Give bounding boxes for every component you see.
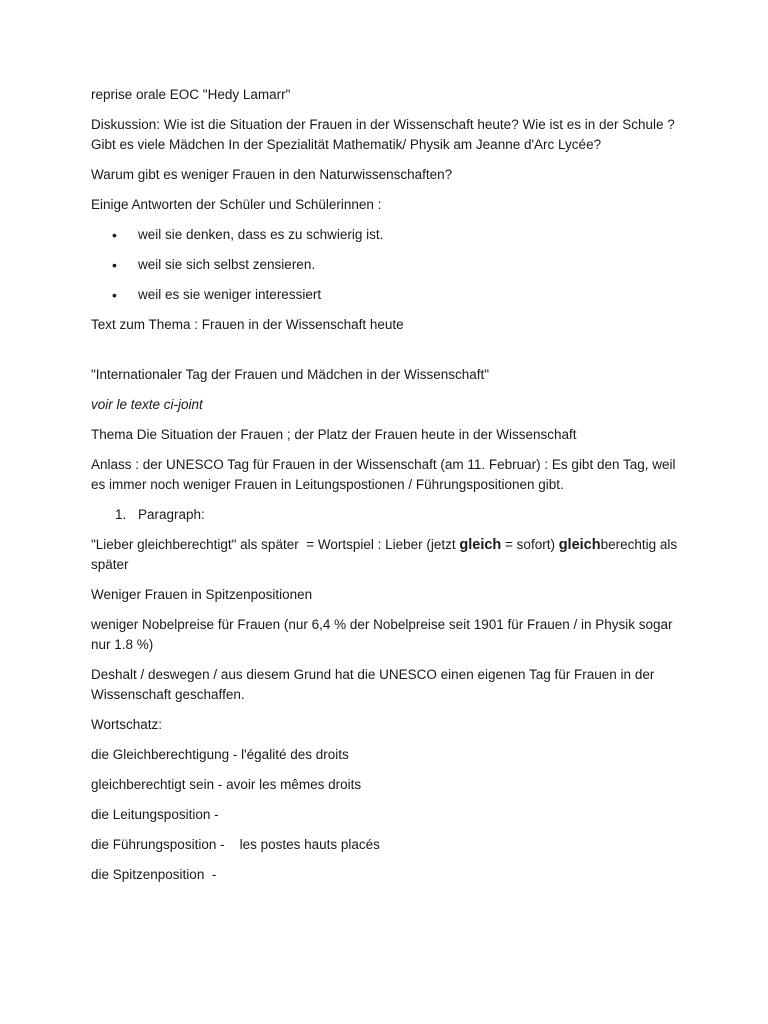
text-topic: Text zum Thema : Frauen in der Wissenschaft heute [91, 317, 404, 332]
list-item: • weil es sie weniger interessiert [91, 285, 688, 305]
wortspiel-bold-2: gleich [558, 537, 601, 553]
list-item-label: Paragraph: [138, 507, 205, 522]
list-item: • weil sie denken, dass es zu schwierig ist. [91, 225, 688, 245]
list-number: 1. [115, 507, 127, 522]
numbered-list [91, 505, 688, 525]
vocab-item: die Leitungsposition - [91, 807, 219, 822]
vocab-item: die Führungsposition - les postes hauts placés [91, 837, 380, 852]
wortspiel-text-2: = sofort) [501, 537, 559, 552]
deshalb-paragraph: Deshalt / deswegen / aus diesem Grund hat die UNESCO einen eigenen Tag für Frauen in der Wissenschaft geschaffen. [91, 667, 655, 702]
vocab-item: die Gleichberechtigung - l'égalité des droits [91, 747, 349, 762]
wortschatz-title: Wortschatz: [91, 717, 163, 732]
document-title: reprise orale EOC "Hedy Lamarr" [91, 87, 291, 102]
article-title: "Internationaler Tag der Frauen und Mädchen in der Wissenschaft" [91, 367, 490, 382]
discussion-paragraph: Diskussion: Wie ist die Situation der Frauen in der Wissenschaft heute? Wie ist es in der Schule ? Gibt es viele Mädchen In der Spezialität Mathematik/ Physik am Jeanne d'Arc Lycée? [91, 117, 675, 152]
answers-list [91, 225, 688, 305]
blank-line [91, 345, 688, 365]
see-text-note: voir le texte ci-joint [91, 397, 203, 412]
nobel-paragraph: weniger Nobelpreise für Frauen (nur 6,4 % der Nobelpreise seit 1901 für Frauen / in Physik sogar nur 1.8 %) [91, 617, 673, 652]
thema-paragraph: Thema Die Situation der Frauen ; der Platz der Frauen heute in der Wissenschaft [91, 427, 577, 442]
wortspiel-text-3: berechtig als später [91, 537, 678, 572]
question-paragraph: Warum gibt es weniger Frauen in den Naturwissenschaften? [91, 167, 453, 182]
wortspiel-text-1: "Lieber gleichberechtigt" als später = Wortspiel : Lieber (jetzt [91, 537, 460, 552]
anlass-paragraph: Anlass : der UNESCO Tag für Frauen in der Wissenschaft (am 11. Februar) : Es gibt den Tag, weil es immer noch weniger Frauen in Leitungspostionen / Führungspositionen gibt. [91, 457, 676, 492]
spitzen-paragraph: Weniger Frauen in Spitzenpositionen [91, 587, 313, 602]
wortspiel-bold-1: gleich [459, 537, 502, 553]
vocab-item: gleichberechtigt sein - avoir les mêmes droits [91, 777, 362, 792]
vocab-item: die Spitzenposition - [91, 867, 217, 882]
answers-intro: Einige Antworten der Schüler und Schülerinnen : [91, 197, 382, 212]
wortspiel-paragraph [91, 535, 688, 575]
list-item [91, 505, 688, 525]
list-item: • weil sie sich selbst zensieren. [91, 255, 688, 275]
